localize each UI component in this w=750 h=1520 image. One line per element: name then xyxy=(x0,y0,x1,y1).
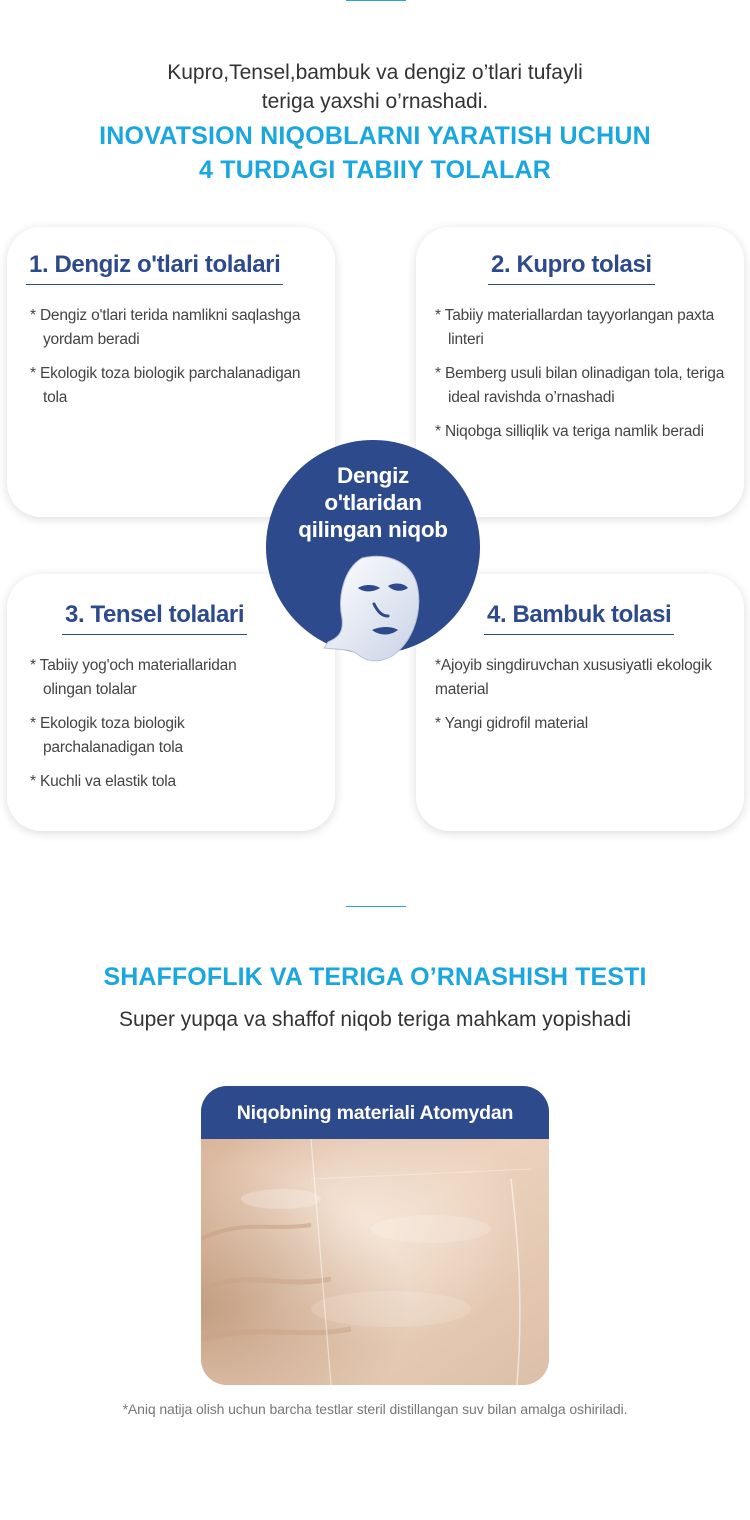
intro-section xyxy=(0,58,750,187)
intro-headline-1: INOVATSION NIQOBLARNI YARATISH UCHUN xyxy=(99,122,651,150)
card-list xyxy=(435,654,733,746)
test-footnote: *Aniq natija olish uchun barcha testlar steril distillangan suv bilan amalga oshiriladi. xyxy=(122,1401,628,1417)
intro-headline-2: 4 TURDAGI TABIIY TOLALAR xyxy=(198,156,552,184)
skin-photo-illustration xyxy=(201,1139,549,1385)
list-item: * Niqobga silliqlik va teriga namlik beradi xyxy=(435,423,704,440)
mask-material-photo xyxy=(201,1086,549,1385)
list-item: * Ekologik toza biologik parchalanadigan tola xyxy=(30,365,301,406)
card-list xyxy=(30,304,305,420)
transparency-test-title: SHAFFOFLIK VA TERIGA O’RNASHISH TESTI xyxy=(103,963,647,991)
list-item: *Ajoyib singdiruvchan xususiyatli ekologik material xyxy=(435,657,712,698)
list-item: * Dengiz o'tlari terida namlikni saqlashga yordam beradi xyxy=(30,307,301,348)
badge-line-2: o'tlaridan xyxy=(324,490,422,515)
list-item: * Yangi gidrofil material xyxy=(435,715,588,732)
fiber-card-bamboo xyxy=(416,574,744,831)
list-item: * Tabiiy materiallardan tayyorlangan paxta linteri xyxy=(435,307,715,348)
transparency-test-subtitle: Super yupqa va shaffof niqob teriga mahkam yopishadi xyxy=(118,1008,632,1031)
list-item: * Tabiiy yog'och materiallaridan olingan tolalar xyxy=(30,657,237,698)
badge-line-3: qilingan niqob xyxy=(298,517,448,542)
intro-line-1: Kupro,Tensel,bambuk va dengiz o’tlari tufayli xyxy=(167,61,583,84)
card-title: 4. Bambuk tolasi xyxy=(484,600,674,635)
card-title: 2. Kupro tolasi xyxy=(488,250,655,285)
list-item: * Ekologik toza biologik parchalanadigan tola xyxy=(30,715,185,756)
face-mask-icon xyxy=(318,552,426,664)
photo-label: Niqobning materiali Atomydan xyxy=(201,1086,549,1139)
top-divider xyxy=(346,0,406,1)
section-divider xyxy=(346,906,406,907)
card-list xyxy=(30,654,282,804)
list-item: * Bemberg usuli bilan olinadigan tola, teriga ideal ravishda o’rnashadi xyxy=(435,365,725,406)
card-title: 1. Dengiz o'tlari tolalari xyxy=(26,250,283,285)
intro-line-2: teriga yaxshi o’rnashadi. xyxy=(261,90,489,113)
badge-text xyxy=(266,462,480,543)
seaweed-mask-badge xyxy=(266,440,480,654)
card-title: 3. Tensel tolalari xyxy=(62,600,247,635)
badge-line-1: Dengiz xyxy=(337,463,409,488)
fiber-card-tencel xyxy=(7,574,335,831)
card-list xyxy=(435,304,733,454)
list-item: * Kuchli va elastik tola xyxy=(30,773,176,790)
